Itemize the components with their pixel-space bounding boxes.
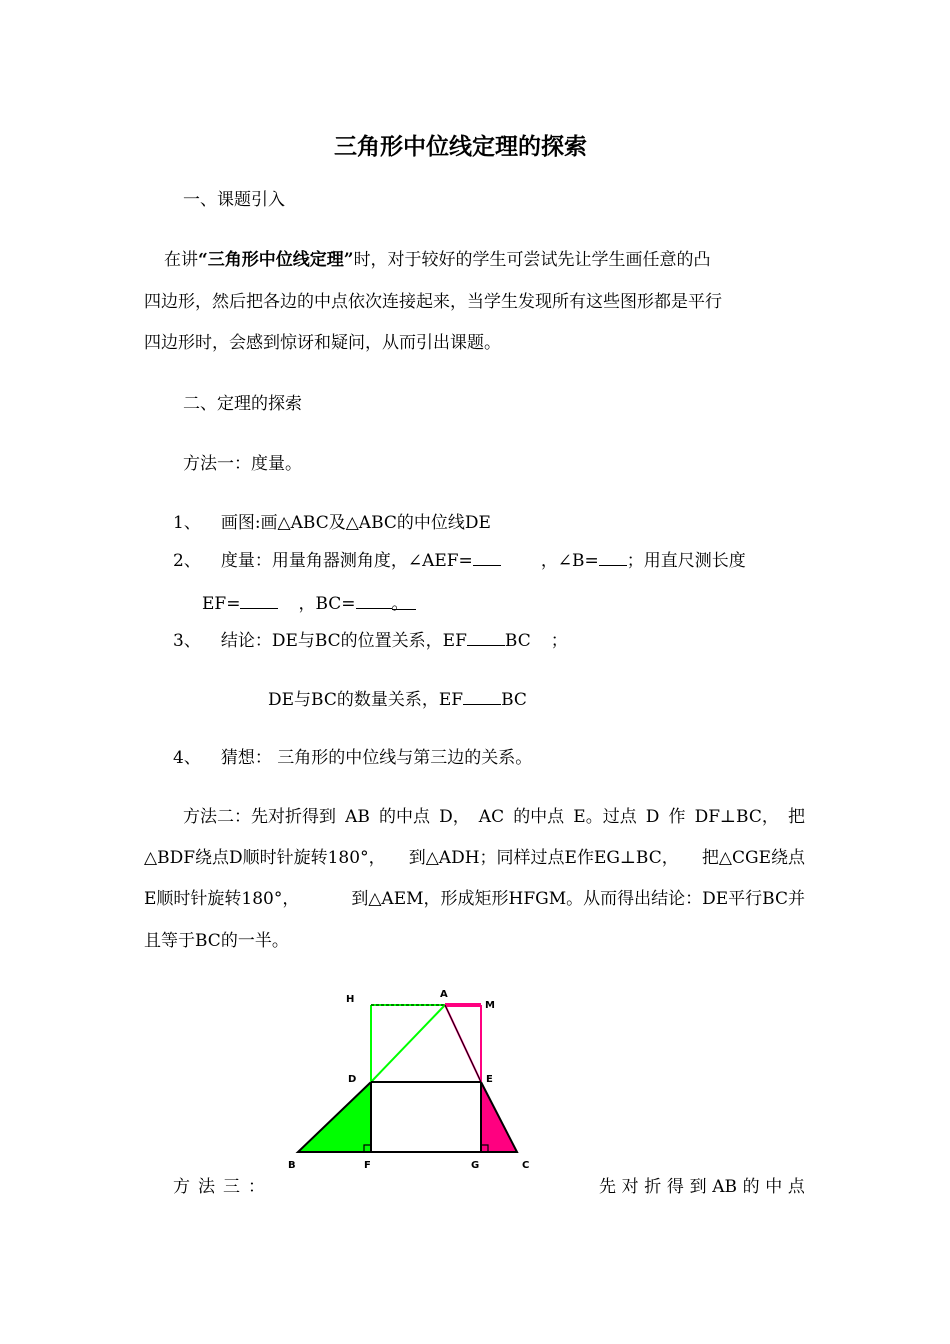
method2-word: E。过点	[573, 807, 637, 827]
angle-b-blank[interactable]	[599, 549, 627, 566]
line-da	[371, 1005, 445, 1082]
label-d: D	[348, 1074, 357, 1085]
section-heading-theorem: 二、定理的探索	[183, 394, 302, 414]
step-3-line-2	[268, 688, 527, 711]
step-1-number: 1、	[173, 513, 201, 533]
green-triangle-bdf	[298, 1082, 371, 1152]
step-3-text-c: ；	[550, 631, 568, 651]
method3-word: AB	[712, 1177, 737, 1197]
method2-word: 到△ADH；同样过点E作EG⊥BC，	[408, 848, 679, 868]
angle-aef-blank[interactable]	[473, 549, 501, 566]
intro-line-3: 四边形时，会感到惊讶和疑问，从而引出课题。	[144, 333, 501, 353]
label-e: E	[486, 1074, 493, 1085]
method3-char: 三	[223, 1177, 240, 1197]
magenta-triangle-egc	[481, 1082, 517, 1152]
method2-word: 到△AEM，形成矩形HFGM。从而得出结论：DE平行BC并	[351, 889, 805, 909]
method2-word: DF⊥BC，	[694, 807, 779, 827]
method3-tail	[599, 1176, 805, 1198]
label-f: F	[364, 1160, 371, 1171]
ef-length-blank[interactable]	[240, 592, 278, 609]
label-c: C	[522, 1160, 530, 1171]
intro-line-1	[164, 249, 711, 271]
position-relation-blank[interactable]	[467, 629, 505, 646]
method3-word: 对	[621, 1177, 639, 1197]
method2-line-3	[144, 888, 805, 910]
label-b: B	[288, 1160, 296, 1171]
method2-line-2	[144, 847, 805, 869]
method3-word: 折	[644, 1177, 662, 1197]
label-a: A	[440, 989, 448, 1000]
intro-emphasis: “三角形中位线定理”	[198, 250, 354, 270]
method3-char: 法	[198, 1177, 215, 1197]
method2-word: D，	[439, 807, 470, 827]
method1-heading: 方法一：度量。	[183, 454, 302, 474]
step-3-text-a: 结论：DE与BC的位置关系，EF	[220, 631, 467, 651]
method2-word: 的中点	[513, 807, 565, 827]
intro-pre: 在讲	[164, 250, 198, 270]
method3-word: 中	[765, 1177, 783, 1197]
method2-word: 作	[668, 807, 686, 827]
step-3-line-2-text-b: BC	[501, 690, 527, 710]
label-g: G	[471, 1160, 480, 1171]
line-ae-dark	[445, 1005, 481, 1082]
method2-word: D	[645, 807, 660, 827]
method3-char: ：	[248, 1177, 265, 1197]
step-3	[173, 629, 568, 652]
step-2	[173, 549, 746, 572]
method2-word: AB	[345, 807, 370, 827]
step-4	[173, 747, 532, 769]
step-4-text: 猜想： 三角形的中位线与第三边的关系。	[220, 748, 533, 768]
method2-word: △BDF绕点D顺时针旋转180°，	[144, 848, 386, 868]
step-1-text: 画图:画△ABC及△ABC的中位线DE	[220, 513, 491, 533]
step-2-text-b: ，∠B=	[540, 551, 599, 571]
method2-line-1	[183, 806, 805, 828]
step-3-number: 3、	[173, 631, 201, 651]
label-h: H	[346, 994, 355, 1005]
quantity-relation-blank[interactable]	[463, 688, 501, 705]
bc-label: ，BC=	[298, 594, 356, 614]
page-title: 三角形中位线定理的探索	[334, 134, 587, 160]
ef-label: EF=	[202, 594, 241, 614]
method3-word: 的	[742, 1177, 760, 1197]
method2-word: 把	[787, 807, 805, 827]
label-m: M	[485, 1000, 495, 1011]
step-4-number: 4、	[173, 748, 201, 768]
geometry-figure	[280, 985, 540, 1175]
bc-period: 。	[392, 593, 416, 610]
step-2-text-a: 度量：用量角器测角度，∠AEF=	[220, 551, 473, 571]
method3-word: 得	[666, 1177, 684, 1197]
method2-word: AC	[478, 807, 505, 827]
method3-word: 先	[599, 1177, 616, 1197]
step-3-text-b: BC	[504, 631, 531, 651]
step-2-line-2	[202, 592, 416, 615]
method2-word: 方法二：先对折得到	[183, 807, 336, 827]
step-1	[173, 512, 491, 534]
method3-label	[173, 1176, 265, 1198]
method3-word: 点	[787, 1177, 805, 1197]
method2-word: 的中点	[378, 807, 430, 827]
step-3-line-2-text-a: DE与BC的数量关系，EF	[268, 690, 464, 710]
method2-word: 把△CGE绕点	[701, 848, 805, 868]
method3-word: 到	[689, 1177, 707, 1197]
bc-length-blank[interactable]	[356, 592, 392, 609]
section-heading-intro: 一、课题引入	[183, 190, 285, 210]
method2-line-4: 且等于BC的一半。	[144, 931, 289, 951]
intro-post: 时，对于较好的学生可尝试先让学生画任意的凸	[353, 250, 711, 270]
intro-line-2: 四边形，然后把各边的中点依次连接起来，当学生发现所有这些图形都是平行	[144, 292, 722, 312]
method2-word: E顺时针旋转180°，	[144, 889, 300, 909]
step-2-text-c: ；用直尺测长度	[626, 551, 746, 571]
method3-char: 方	[173, 1177, 190, 1197]
step-2-number: 2、	[173, 551, 201, 571]
